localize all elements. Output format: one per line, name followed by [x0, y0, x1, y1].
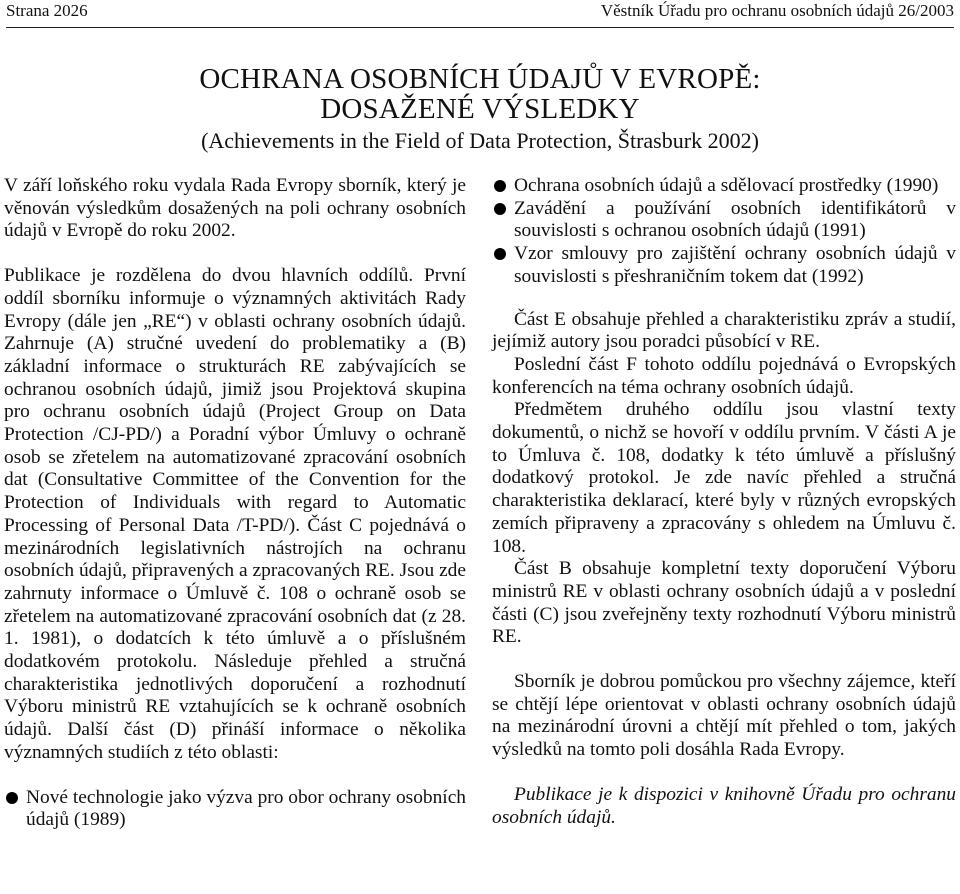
bullet-icon — [494, 203, 506, 215]
intro-paragraph: V září loňského roku vydala Rada Evropy sborník, který je věnován výsledkům dosažených na poli ochrany osobních údajů v Evropě do roku 2002. — [4, 175, 466, 242]
list-item: Zavádění a používání osobních identifikátorů v souvislosti s ochranou osobních údajů (1991) — [492, 198, 956, 243]
list-item: Nové technologie jako výzva pro obor ochrany osobních údajů (1989) — [4, 787, 466, 832]
part-b-paragraph: Část B obsahuje kompletní texty doporučení Výboru ministrů RE v oblasti ochrany osobních údajů a v poslední části (C) jsou zveřejněny texty rozhodnutí Výboru ministrů RE. — [492, 558, 956, 648]
list-item: Ochrana osobních údajů a sdělovací prostředky (1990) — [492, 175, 956, 198]
availability-paragraph: Publikace je k dispozici v knihovně Úřadu pro ochranu osobních údajů. — [492, 783, 956, 828]
part-e-paragraph: Část E obsahuje přehled a charakteristiku zpráv a studií, jejímiž autory jsou poradci působící v RE. — [492, 308, 956, 353]
study-list-right — [492, 175, 956, 289]
journal-title: Věstník Úřadu pro ochranu osobních údajů 26/2003 — [600, 1, 954, 20]
study-list-left — [4, 787, 466, 832]
bullet-icon — [494, 248, 506, 260]
second-section-paragraph: Předmětem druhého oddílu jsou vlastní texty dokumentů, o nichž se hovoří v oddílu prvním. V části A je to Úmluva č. 108, dodatky k této úmluvě a příslušný dodatkový protokol. Je zde navíc přehled a stručná charakteristika deklarací, které byly v různých evropských zemích připraveny a zpracovány s ohledem na Úmluvu č. 108. — [492, 399, 956, 557]
main-paragraph: Publikace je rozdělena do dvou hlavních oddílů. První oddíl sborníku informuje o významných aktivitách Rady Evropy (dále jen „RE“) v oblasti ochrany osobních údajů. Zahrnuje (A) stručné uvedení do problematiky a (B) základní informace o strukturách RE zabývajících se ochranou osobních údajů, jimiž jsou Projektová skupina pro ochranu osobních údajů (Project Group on Data Protection /CJ-PD/) a Poradní výbor Úmluvy o ochraně osob se zřetelem na automatizované zpracování osobních dat (Consultative Committee of the Convention for the Protection of Individuals with regard to Automatic Processing of Personal Data /T-PD/). Část C pojednává o mezinárodních legislativních nástrojích na ochranu osobních údajů, připravených a zpracovaných RE. Jsou zde zahrnuty informace o Úmluvě č. 108 o ochraně osob se zřetelem na automatizované zpracování osobních dat (z 28. 1. 1981), o dodatcích k této úmluvě a o příslušném dodatkovém protokolu. Následuje přehled a stručná charakteristika jednotlivých doporučení a rozhodnutí Výboru ministrů RE vztahujících se k ochraně osobních údajů. Další část (D) přináší informace o několika významných studiích z této oblasti: — [4, 265, 466, 763]
title-line-1: OCHRANA OSOBNÍCH ÚDAJŮ V EVROPĚ: — [199, 63, 761, 95]
bullet-icon — [6, 792, 18, 804]
header-divider — [6, 27, 954, 28]
article-title — [0, 64, 960, 155]
title-line-2: DOSAŽENÉ VÝSLEDKY — [320, 93, 640, 125]
list-item: Vzor smlouvy pro zajištění ochrany osobních údajů v souvislosti s přeshraničním tokem dat (1992) — [492, 243, 956, 288]
page-header — [6, 0, 954, 28]
subtitle: (Achievements in the Field of Data Protection, Štrasburk 2002) — [201, 128, 759, 153]
bullet-icon — [494, 180, 506, 192]
part-f-paragraph: Poslední část F tohoto oddílu pojednává o Evropských konferencích na téma ochrany osobních údajů. — [492, 353, 956, 398]
usefulness-paragraph: Sborník je dobrou pomůckou pro všechny zájemce, kteří se chtějí lépe orientovat v oblasti ochrany osobních údajů na mezinárodní úrovni a chtějí mít přehled o tom, jakých výsledků na tomto poli dosáhla Rada Evropy. — [492, 671, 956, 761]
page-number: Strana 2026 — [6, 1, 88, 20]
left-column — [4, 175, 466, 832]
right-column — [492, 175, 956, 829]
